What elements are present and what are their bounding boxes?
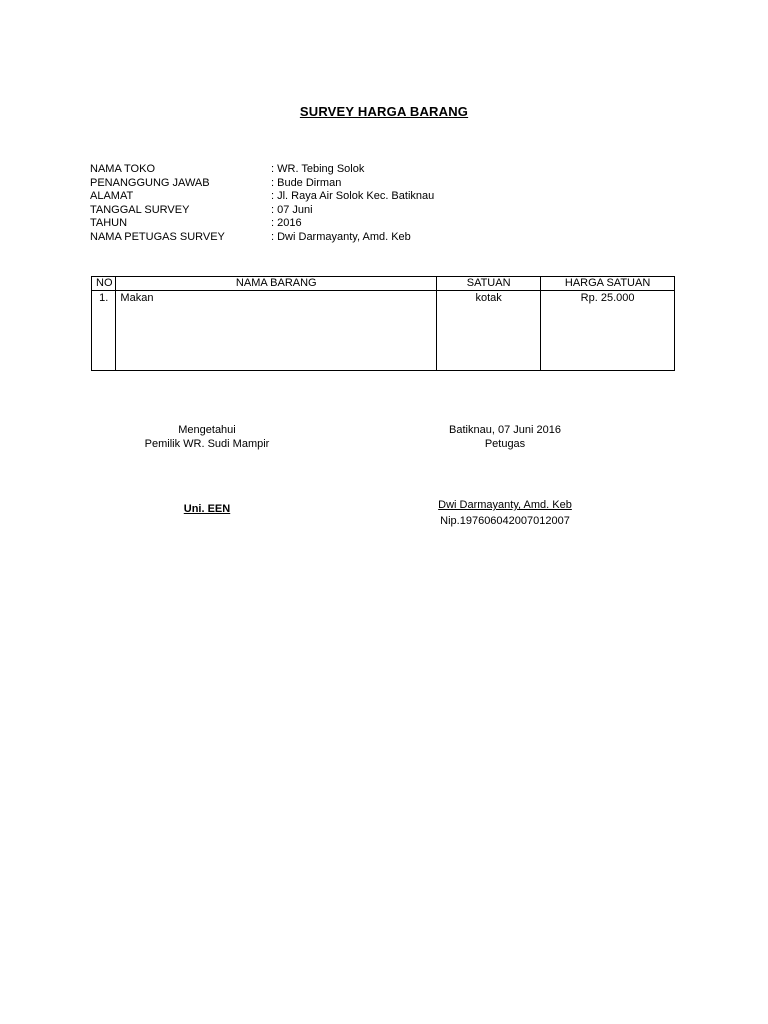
header-harga-satuan: HARGA SATUAN bbox=[541, 277, 675, 291]
table-header-row bbox=[92, 277, 675, 291]
signature-right-nip: Nip.197606042007012007 bbox=[440, 515, 570, 527]
cell-satuan: kotak bbox=[437, 291, 541, 371]
cell-nama-barang: Makan bbox=[116, 291, 437, 371]
signature-right-line1: Batiknau, 07 Juni 2016 bbox=[449, 424, 561, 436]
info-row-nama-petugas bbox=[90, 231, 610, 245]
items-table bbox=[91, 276, 675, 371]
info-value: : Jl. Raya Air Solok Kec. Batiknau bbox=[271, 190, 435, 203]
info-row-tanggal-survey bbox=[90, 204, 610, 218]
document-title: SURVEY HARGA BARANG bbox=[299, 104, 469, 119]
signature-left-line1: Mengetahui bbox=[178, 424, 236, 436]
table-row bbox=[92, 291, 675, 371]
info-row-nama-toko bbox=[90, 163, 610, 177]
info-row-alamat bbox=[90, 190, 610, 204]
header-satuan: SATUAN bbox=[437, 277, 541, 291]
info-value: : Dwi Darmayanty, Amd. Keb bbox=[271, 230, 411, 243]
info-label: NAMA PETUGAS SURVEY bbox=[90, 230, 225, 243]
signature-left-line2: Pemilik WR. Sudi Mampir bbox=[144, 438, 270, 450]
info-row-penanggung-jawab bbox=[90, 177, 610, 191]
signature-right-block bbox=[405, 423, 605, 451]
info-value: : 07 Juni bbox=[271, 203, 313, 216]
info-label: PENANGGUNG JAWAB bbox=[90, 176, 210, 189]
info-label: NAMA TOKO bbox=[90, 163, 156, 175]
info-value: : 2016 bbox=[271, 217, 302, 230]
header-no: NO bbox=[92, 277, 116, 291]
signature-left-block bbox=[107, 423, 307, 451]
info-label: TAHUN bbox=[90, 217, 128, 230]
info-label: ALAMAT bbox=[90, 190, 134, 203]
signature-right-name: Dwi Darmayanty, Amd. Keb bbox=[438, 499, 572, 511]
signature-right-name-block bbox=[378, 497, 632, 529]
signature-right-line2: Petugas bbox=[484, 438, 526, 450]
signature-left-name: Uni. EEN bbox=[183, 503, 231, 515]
info-value: : Bude Dirman bbox=[271, 176, 342, 189]
info-value: : WR. Tebing Solok bbox=[271, 163, 365, 175]
info-row-tahun bbox=[90, 217, 610, 231]
info-label: TANGGAL SURVEY bbox=[90, 203, 190, 216]
cell-no: 1. bbox=[92, 291, 116, 371]
header-nama-barang: NAMA BARANG bbox=[116, 277, 437, 291]
survey-info bbox=[90, 163, 610, 245]
cell-harga-satuan: Rp. 25.000 bbox=[541, 291, 675, 371]
